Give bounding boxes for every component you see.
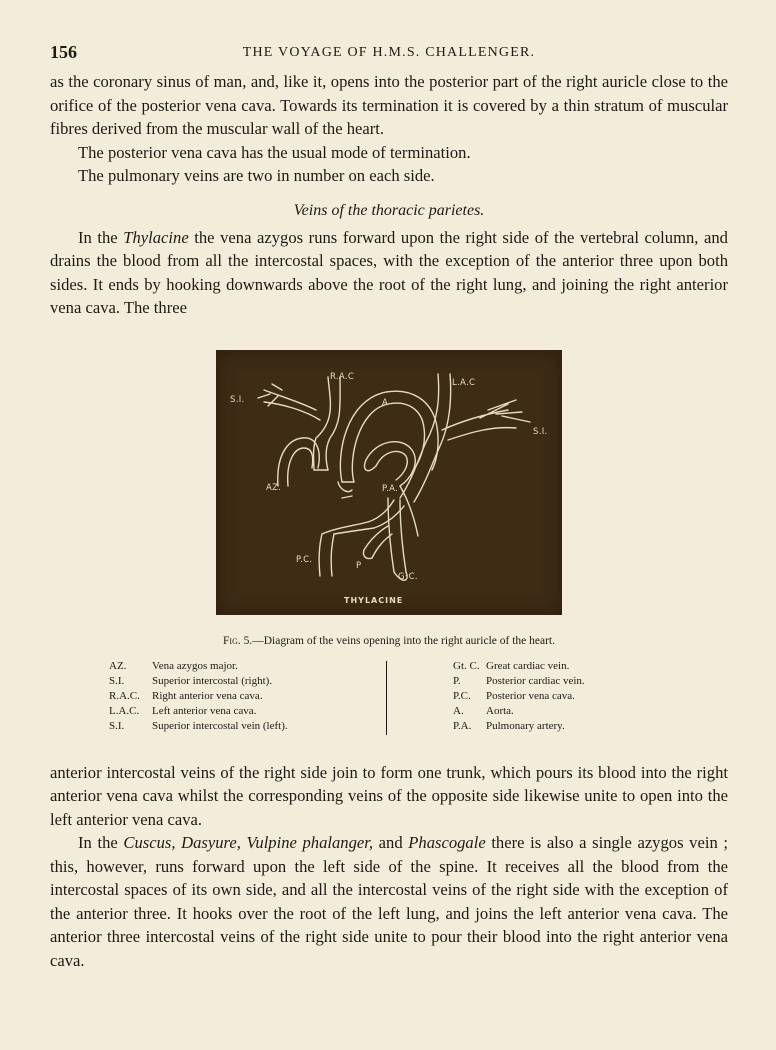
figure-caption bbox=[50, 635, 728, 647]
genus-name: Thylacine bbox=[123, 227, 189, 247]
legend-text: Superior intercostal (right). bbox=[152, 674, 273, 687]
vessel-stub bbox=[338, 482, 352, 492]
legend-text: Aorta. bbox=[486, 704, 514, 717]
right-anterior-vena-cava bbox=[314, 377, 331, 470]
posterior-vena-cava bbox=[331, 534, 334, 576]
text-run: there is also a single azygos vein ; this, however, runs forward upon the left side of the spine. It receives all the blood from the intercostal spaces of its own side, and all the intercostal veins of the right side with the exception of the anterior three. It hooks over the root of the left lung, and joins the left anterior vena cava. The anterior three intercostal veins of the right side unite to pour their blood into the right anterior vena cava. bbox=[50, 833, 728, 970]
legend-abbr: A. bbox=[453, 704, 464, 717]
genus-names: Cuscus, Dasyure, Vulpine phalanger, bbox=[123, 833, 374, 852]
legend-abbr: P.A. bbox=[453, 719, 472, 732]
text-run: In the bbox=[78, 227, 124, 247]
legend-abbr: Gt. C. bbox=[453, 659, 480, 672]
legend-row bbox=[109, 674, 288, 689]
legend-row bbox=[109, 719, 288, 734]
legend-column-right bbox=[453, 659, 585, 734]
paragraph-coronary-sinus: as the coronary sinus of man, and, like it, opens into the posterior part of the right auricle close to the orifice of the posterior vena cava. Towards its termination it is covered by a thin stratum of muscular fibres derived from the muscular wall of the heart. bbox=[50, 72, 728, 138]
legend-text: Posterior vena cava. bbox=[486, 689, 575, 702]
left-anterior-vena-cava bbox=[414, 374, 451, 502]
legend-text: Right anterior vena cava. bbox=[152, 689, 263, 702]
legend-abbr: S.I. bbox=[109, 674, 125, 687]
text-run: In the bbox=[78, 833, 124, 852]
paragraph-posterior-vena-cava: The posterior vena cava has the usual mode of termination. bbox=[78, 142, 471, 162]
legend-abbr: S.I. bbox=[109, 719, 125, 732]
vein-diagram-svg bbox=[216, 350, 562, 615]
legend-column-left bbox=[109, 659, 288, 734]
label-gc: G¹C. bbox=[398, 571, 418, 582]
caption-label: Fig. 5. bbox=[223, 634, 253, 647]
label-si-right: S.I. bbox=[230, 394, 245, 405]
posterior-vena-cava bbox=[319, 534, 322, 576]
legend-text: Pulmonary artery. bbox=[486, 719, 565, 732]
section-heading: Veins of the thoracic parietes. bbox=[293, 201, 485, 219]
page-header bbox=[50, 42, 728, 70]
posterior-vena-cava bbox=[334, 506, 404, 534]
paragraph-thylacine bbox=[50, 226, 728, 320]
vein-diagram bbox=[216, 350, 562, 615]
legend-abbr: AZ. bbox=[109, 659, 127, 672]
superior-intercostal-right bbox=[264, 402, 320, 420]
label-pa: P.A. bbox=[382, 483, 399, 494]
label-lac: L.A.C bbox=[452, 377, 476, 388]
legend-text: Posterior cardiac vein. bbox=[486, 674, 585, 687]
vena-azygos-major bbox=[288, 448, 313, 486]
superior-intercostal-left bbox=[448, 427, 516, 439]
figure-title: THYLACINE bbox=[344, 595, 404, 605]
label-aorta: A bbox=[382, 397, 389, 408]
posterior-cardiac-vein bbox=[372, 534, 392, 558]
legend-abbr: R.A.C. bbox=[109, 689, 140, 702]
legend-text: Great cardiac vein. bbox=[486, 659, 570, 672]
caption-text: —Diagram of the veins opening into the right auricle of the heart. bbox=[252, 634, 555, 647]
label-si-left: S.I. bbox=[533, 426, 548, 437]
legend-abbr: P. bbox=[453, 674, 461, 687]
paragraph-pulmonary-veins: The pulmonary veins are two in number on each side. bbox=[78, 166, 435, 185]
label-rac: R.A.C bbox=[330, 371, 355, 382]
legend-text: Vena azygos major. bbox=[152, 659, 238, 672]
vessel-stub bbox=[342, 496, 352, 498]
posterior-cardiac-vein bbox=[363, 550, 372, 559]
running-title: THE VOYAGE OF H.M.S. CHALLENGER. bbox=[242, 45, 536, 60]
legend-row bbox=[453, 659, 585, 674]
legend-abbr: L.A.C. bbox=[109, 704, 140, 717]
genus-name: Phascogale bbox=[408, 833, 486, 852]
label-pc: P.C. bbox=[296, 554, 313, 565]
superior-intercostal-left bbox=[442, 400, 530, 430]
legend-text: Superior intercostal vein (left). bbox=[152, 719, 288, 732]
great-cardiac-vein bbox=[400, 500, 406, 572]
page-number: 156 bbox=[50, 42, 77, 62]
legend-row bbox=[109, 704, 288, 719]
legend-row bbox=[453, 704, 585, 719]
label-p: P bbox=[356, 560, 362, 571]
right-anterior-vena-cava bbox=[326, 377, 340, 470]
legend-row bbox=[453, 719, 585, 734]
page bbox=[50, 42, 728, 972]
text-run: and bbox=[373, 833, 409, 852]
paragraph-cuscus bbox=[50, 831, 728, 972]
figure-legend bbox=[50, 659, 728, 739]
legend-row bbox=[453, 674, 585, 689]
legend-row bbox=[109, 659, 288, 674]
pulmonary-artery bbox=[376, 451, 407, 480]
legend-text: Left anterior vena cava. bbox=[152, 704, 257, 717]
pulmonary-artery bbox=[366, 441, 415, 485]
figure bbox=[50, 350, 728, 615]
legend-divider bbox=[386, 661, 387, 735]
paragraph-anterior-intercostal: anterior intercostal veins of the right side join to form one trunk, which pours its blood into the right anterior vena cava whilst the corresponding veins of the opposite side likewise unite to open into the left anterior vena cava. bbox=[50, 762, 728, 829]
legend-row bbox=[109, 689, 288, 704]
text-run: the vena azygos runs forward upon the right side of the vertebral column, and drains the blood from all the intercostal spaces, with the exception of the anterior three upon both sides. It ends by hooking downwards above the root of the right lung, and joining the right anterior vena cava. The three bbox=[50, 227, 728, 317]
pulmonary-artery bbox=[364, 460, 376, 471]
aorta bbox=[340, 391, 438, 482]
label-az: AZ. bbox=[266, 482, 282, 493]
legend-abbr: P.C. bbox=[453, 689, 471, 702]
legend-row bbox=[453, 689, 585, 704]
